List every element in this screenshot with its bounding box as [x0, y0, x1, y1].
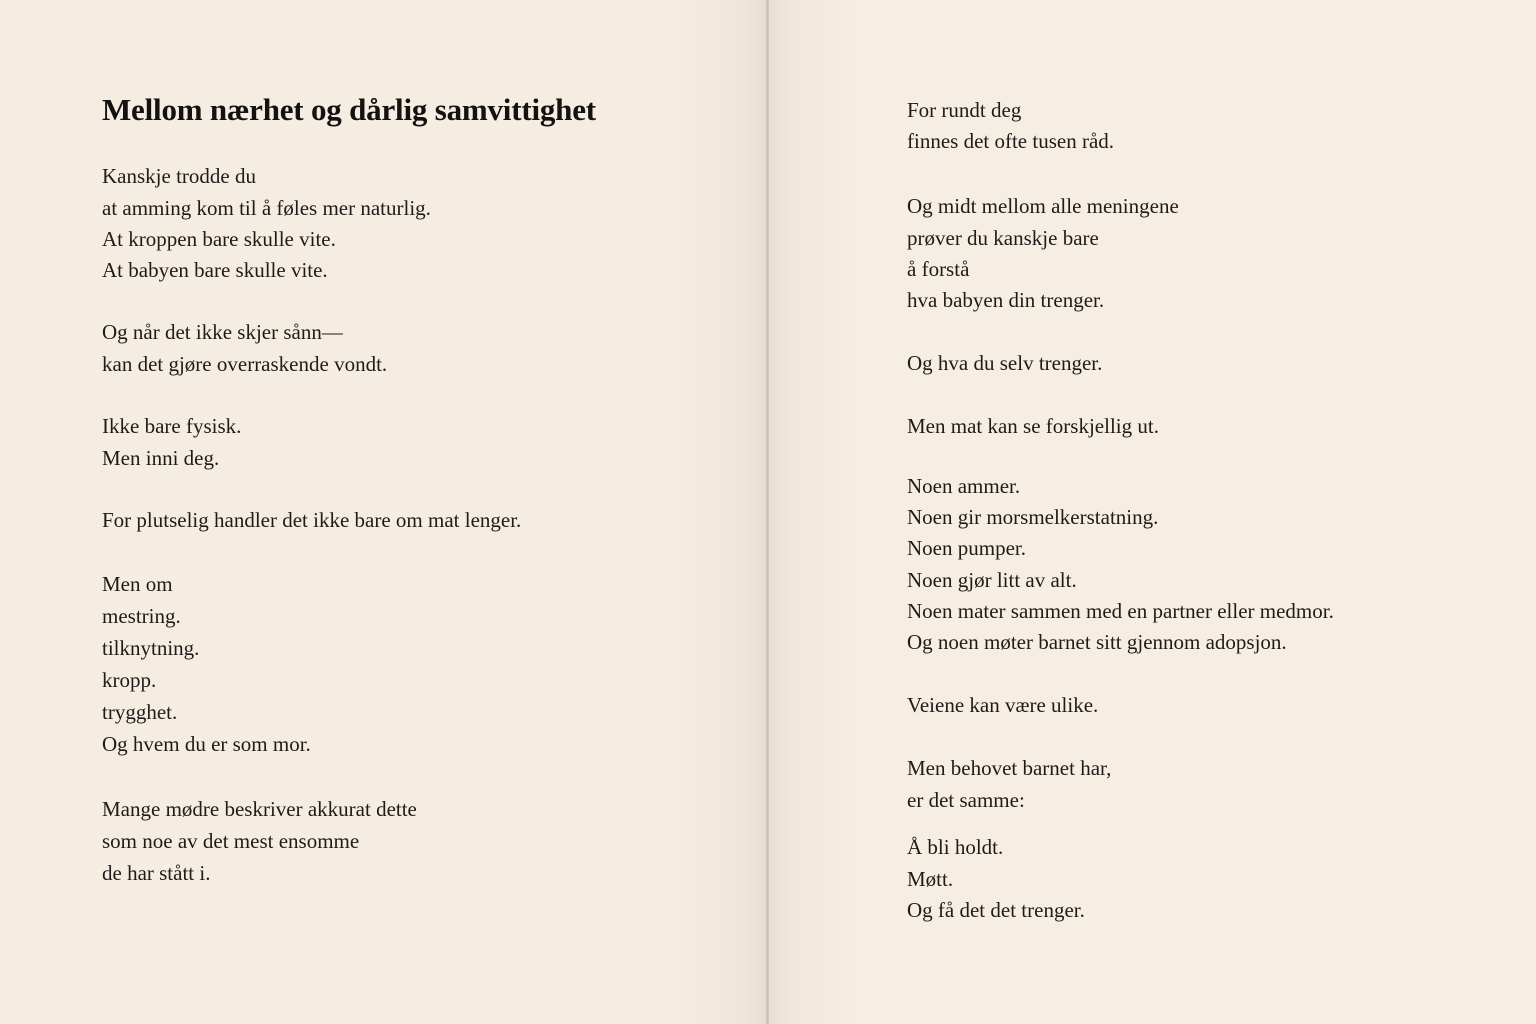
text-line: Mange mødre beskriver akkurat dette [102, 797, 417, 821]
text-line: er det samme: [907, 788, 1025, 812]
text-line: mestring. [102, 604, 181, 628]
text-line: At kroppen bare skulle vite. [102, 227, 336, 251]
text-line: tilknytning. [102, 636, 200, 660]
text-line: Og hvem du er som mor. [102, 732, 311, 756]
text-line: kropp. [102, 668, 157, 692]
text-line: For rundt deg [907, 98, 1022, 122]
text-line: Å bli holdt. [907, 835, 1004, 859]
text-line: Noen gjør litt av alt. [907, 568, 1077, 592]
text-line: kan det gjøre overraskende vondt. [102, 352, 388, 376]
text-line: Noen pumper. [907, 536, 1026, 560]
text-line: Og noen møter barnet sitt gjennom adopsjon. [907, 630, 1287, 654]
text-line: Kanskje trodde du [102, 164, 256, 188]
text-line: For plutselig handler det ikke bare om mat lenger. [102, 508, 522, 532]
text-line: Noen gir morsmelkerstatning. [907, 505, 1159, 529]
text-line: prøver du kanskje bare [907, 226, 1099, 250]
text-line: Og midt mellom alle meningene [907, 194, 1179, 218]
text-line: Noen ammer. [907, 474, 1021, 498]
text-line: Møtt. [907, 867, 954, 891]
text-line: å forstå [907, 257, 970, 281]
text-line: Men om [102, 572, 173, 596]
text-line: Men inni deg. [102, 446, 220, 470]
text-line: som noe av det mest ensomme [102, 829, 360, 853]
text-line: trygghet. [102, 700, 178, 724]
text-line: Veiene kan være ulike. [907, 693, 1099, 717]
book-gutter [766, 0, 769, 1024]
text-line: Og få det det trenger. [907, 898, 1085, 922]
text-line: Men mat kan se forskjellig ut. [907, 414, 1159, 438]
text-line: At babyen bare skulle vite. [102, 258, 328, 282]
text-line: at amming kom til å føles mer naturlig. [102, 196, 431, 220]
text-line: hva babyen din trenger. [907, 288, 1105, 312]
text-line: de har stått i. [102, 861, 211, 885]
text-line: finnes det ofte tusen råd. [907, 129, 1115, 153]
text-line: Og hva du selv trenger. [907, 351, 1103, 375]
chapter-title: Mellom nærhet og dårlig samvittighet [102, 92, 596, 127]
text-line: Noen mater sammen med en partner eller medmor. [907, 599, 1334, 623]
text-line: Ikke bare fysisk. [102, 414, 242, 438]
text-line: Og når det ikke skjer sånn— [102, 320, 343, 344]
text-line: Men behovet barnet har, [907, 756, 1112, 780]
